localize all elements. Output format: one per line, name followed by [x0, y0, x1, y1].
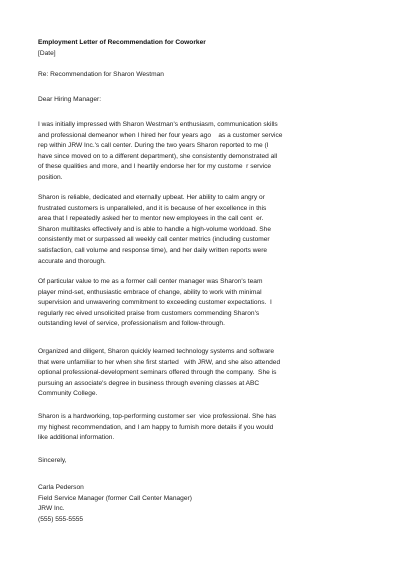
paragraph-line: of these qualities and more, and I heartily endorse her for my custome r service: [38, 163, 272, 171]
paragraph-line: that were unfamiliar to her when she first started with JRW, and she also attended: [38, 358, 281, 366]
paragraph-line: outstanding level of service, professionalism and follow-through.: [38, 320, 225, 328]
letter-subject-block: [38, 70, 368, 81]
letter-salutation: Dear Hiring Manager:: [38, 96, 102, 103]
paragraph-line: frustrated customers is unparalleled, and it is because of her excellence in this: [38, 204, 267, 212]
letter-signature-block: [38, 483, 368, 525]
paragraph-line: supervision and unwavering commitment to exceeding customer expectations. I: [38, 299, 272, 307]
letter-title: Employment Letter of Recommendation for Coworker: [38, 39, 206, 46]
body-paragraph-2: [38, 193, 368, 267]
paragraph-line: regularly rec eived unsolicited praise from customers commending Sharon's: [38, 309, 260, 317]
paragraph-line: like additional information.: [38, 434, 115, 442]
body-paragraph-3: [38, 277, 368, 330]
signature-name: Carla Pederson: [38, 484, 84, 491]
paragraph-line: Sharon is a hardworking, top-performing customer ser vice professional. She has: [38, 413, 277, 420]
paragraph-line: I was initially impressed with Sharon Westman's enthusiasm, communication skills: [38, 121, 278, 128]
paragraph-line: and professional demeanor when I hired her four years ago as a customer service: [38, 131, 283, 139]
paragraph-line: Organized and diligent, Sharon quickly learned technology systems and software: [38, 348, 275, 355]
paragraph-line: player mind-set, enthusiastic embrace of change, ability to work with minimal: [38, 288, 262, 296]
paragraph-line: pursuing an associate's degree in business through evening classes at ABC: [38, 379, 260, 387]
letter-closing: Sincerely,: [38, 457, 67, 464]
signature-company: JRW Inc.: [38, 505, 65, 513]
signature-job-title: Field Service Manager (former Call Center Manager): [38, 494, 192, 502]
paragraph-line: satisfaction, call volume and response time), and her daily written reports were: [38, 246, 268, 254]
letter-subject: Re: Recommendation for Sharon Westman: [38, 71, 164, 78]
paragraph-line: area that I repeatedly asked her to mentor new employees in the call cent er.: [38, 215, 264, 223]
paragraph-line: Community College.: [38, 390, 98, 398]
paragraph-line: optional professional-development seminars offered through the company. She is: [38, 369, 277, 377]
paragraph-line: position.: [38, 173, 63, 181]
paragraph-line: my highest recommendation, and I am happy to furnish more details if you would: [38, 423, 274, 431]
letter-date: [Date]: [38, 49, 56, 57]
paragraph-line: Of particular value to me as a former call center manager was Sharon's team: [38, 278, 263, 285]
paragraph-line: rep within JRW Inc.'s call center. During the two years Sharon reported to me (I: [38, 142, 269, 150]
letter-salutation-block: [38, 95, 368, 106]
paragraph-line: consistently met or surpassed all weekly call center metrics (including customer: [38, 236, 270, 244]
paragraph-line: accurate and thorough.: [38, 257, 106, 265]
body-paragraph-4: [38, 347, 368, 400]
letter-closing-block: [38, 456, 368, 467]
body-paragraph-5: [38, 412, 368, 444]
paragraph-line: have since moved on to a different department), she consistently demonstrated all: [38, 152, 278, 160]
letter-heading: [38, 38, 368, 59]
paragraph-line: Sharon multitasks effectively and is able to handle a high-volume workload. She: [38, 225, 271, 233]
body-paragraph-1: [38, 120, 368, 184]
paragraph-line: Sharon is reliable, dedicated and eternally upbeat. Her ability to calm angry or: [38, 194, 265, 201]
signature-phone: (555) 555-5555: [38, 515, 84, 523]
